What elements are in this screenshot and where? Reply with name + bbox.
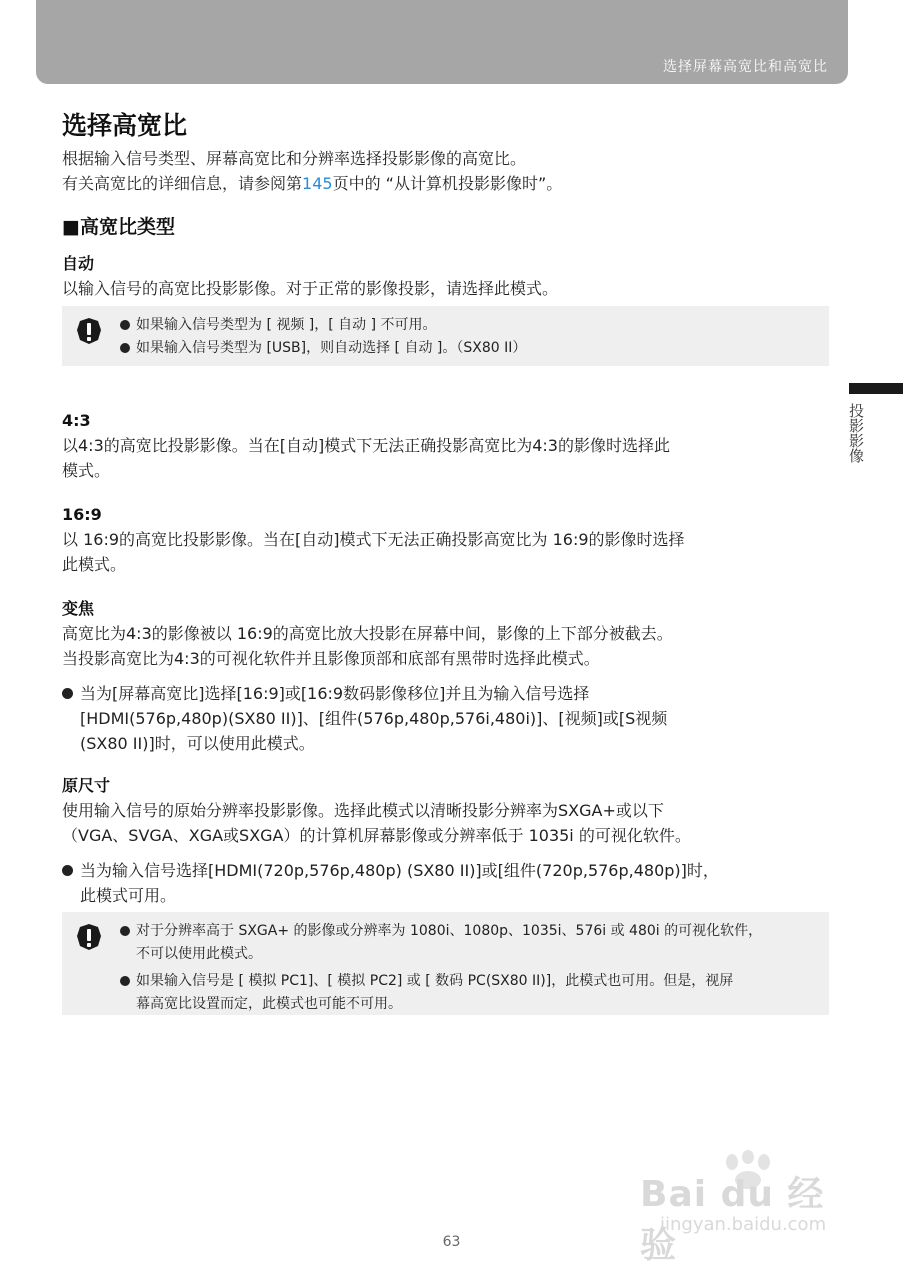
side-tab-label: 投影影像	[847, 403, 865, 463]
caution-icon	[76, 923, 102, 951]
mode-description	[62, 433, 822, 483]
desc-line: 高宽比为4:3的影像被以 16:9的高宽比放大投影在屏幕中间，影像的上下部分被截去。	[62, 624, 673, 643]
section-heading: ■高宽比类型	[62, 216, 175, 238]
note-item	[120, 337, 820, 360]
note-list	[120, 314, 820, 360]
intro-line-1: 根据输入信号类型、屏幕高宽比和分辨率选择投影影像的高宽比。	[62, 149, 527, 168]
mode-title: 原尺寸	[62, 776, 111, 795]
note-item	[120, 314, 820, 337]
desc-line: 此模式。	[62, 555, 127, 574]
caution-icon	[76, 317, 102, 345]
mode-zoom	[62, 597, 822, 756]
mode-native	[62, 774, 822, 908]
bullet-icon	[120, 343, 130, 353]
note-box-auto	[62, 306, 829, 366]
mode-4-3	[62, 409, 822, 483]
bullet-icon	[62, 865, 73, 876]
desc-line: 模式。	[62, 461, 111, 480]
bullet-paragraph	[62, 858, 822, 908]
desc-line: 以 16:9的高宽比投影影像。当在[自动]模式下无法正确投影高宽比为 16:9的影像时选择	[62, 530, 685, 549]
header-title: 选择屏幕高宽比和高宽比	[663, 59, 828, 75]
note-text: 如果输入信号类型为 [USB]，则自动选择 [ 自动 ]。（SX80 II）	[136, 340, 527, 356]
mode-title: 4:3	[62, 411, 91, 430]
intro-line-2	[62, 171, 562, 196]
bullet-icon	[120, 320, 130, 330]
bullet-icon	[120, 976, 130, 986]
note-box-native	[62, 912, 829, 1015]
note-line: 幕高宽比设置而定，此模式也可能不可用。	[136, 996, 402, 1012]
note-text: 如果输入信号类型为 [ 视频 ]，[ 自动 ] 不可用。	[136, 317, 437, 333]
mode-16-9	[62, 503, 822, 577]
bullet-line: 此模式可用。	[80, 886, 177, 905]
note-item	[120, 920, 820, 966]
mode-title: 变焦	[62, 599, 95, 618]
bullet-paragraph	[62, 681, 822, 756]
bullet-line: 当为输入信号选择[HDMI(720p,576p,480p) (SX80 II)]或[组件(720p,576p,480p)]时，	[80, 861, 719, 880]
intro-text-after: 页中的 “从计算机投影影像时”。	[332, 174, 563, 193]
bullet-icon	[120, 926, 130, 936]
mode-description	[62, 798, 822, 848]
page-link-145[interactable]: 145	[302, 174, 333, 193]
watermark-logo-text: Bai du 经验	[640, 1174, 825, 1266]
mode-title: 自动	[62, 254, 95, 273]
page-title: 选择高宽比	[62, 111, 188, 140]
mode-auto	[62, 252, 822, 301]
mode-description	[62, 527, 822, 577]
mode-description: 以输入信号的高宽比投影影像。对于正常的影像投影，请选择此模式。	[62, 279, 559, 298]
side-tab-marker	[849, 383, 903, 394]
note-line: 不可以使用此模式。	[136, 946, 262, 962]
note-line: 对于分辨率高于 SXGA+ 的影像或分辨率为 1080i、1080p、1035i、576i 或 480i 的可视化软件，	[136, 923, 763, 939]
page-number: 63	[442, 1234, 461, 1250]
desc-line: 使用输入信号的原始分辨率投影影像。选择此模式以清晰投影分辨率为SXGA+或以下	[62, 801, 664, 820]
note-line: 如果输入信号是 [ 模拟 PC1]、[ 模拟 PC2] 或 [ 数码 PC(SX80 II)]，此模式也可用。但是，视屏	[136, 973, 734, 989]
header-bar	[36, 0, 848, 84]
intro-text: 有关高宽比的详细信息，请参阅第	[62, 174, 303, 193]
intro-paragraph	[62, 146, 562, 196]
mode-description	[62, 621, 822, 671]
note-list	[120, 920, 820, 1016]
note-item	[120, 970, 820, 1016]
desc-line: （VGA、SVGA、XGA或SXGA）的计算机屏幕影像或分辨率低于 1035i 的可视化软件。	[62, 826, 691, 845]
bullet-line: [HDMI(576p,480p)(SX80 II)]、[组件(576p,480p,576i,480i)]、[视频]或[S视频	[80, 709, 668, 728]
bullet-icon	[62, 688, 73, 699]
desc-line: 当投影高宽比为4:3的可视化软件并且影像顶部和底部有黑带时选择此模式。	[62, 649, 600, 668]
desc-line: 以4:3的高宽比投影影像。当在[自动]模式下无法正确投影高宽比为4:3的影像时选择此	[62, 436, 670, 455]
bullet-line: (SX80 II)]时，可以使用此模式。	[80, 734, 315, 753]
mode-title: 16:9	[62, 505, 102, 524]
watermark-url: jingyan.baidu.com	[660, 1214, 827, 1235]
bullet-line: 当为[屏幕高宽比]选择[16:9]或[16:9数码影像移位]并且为输入信号选择	[80, 684, 590, 703]
